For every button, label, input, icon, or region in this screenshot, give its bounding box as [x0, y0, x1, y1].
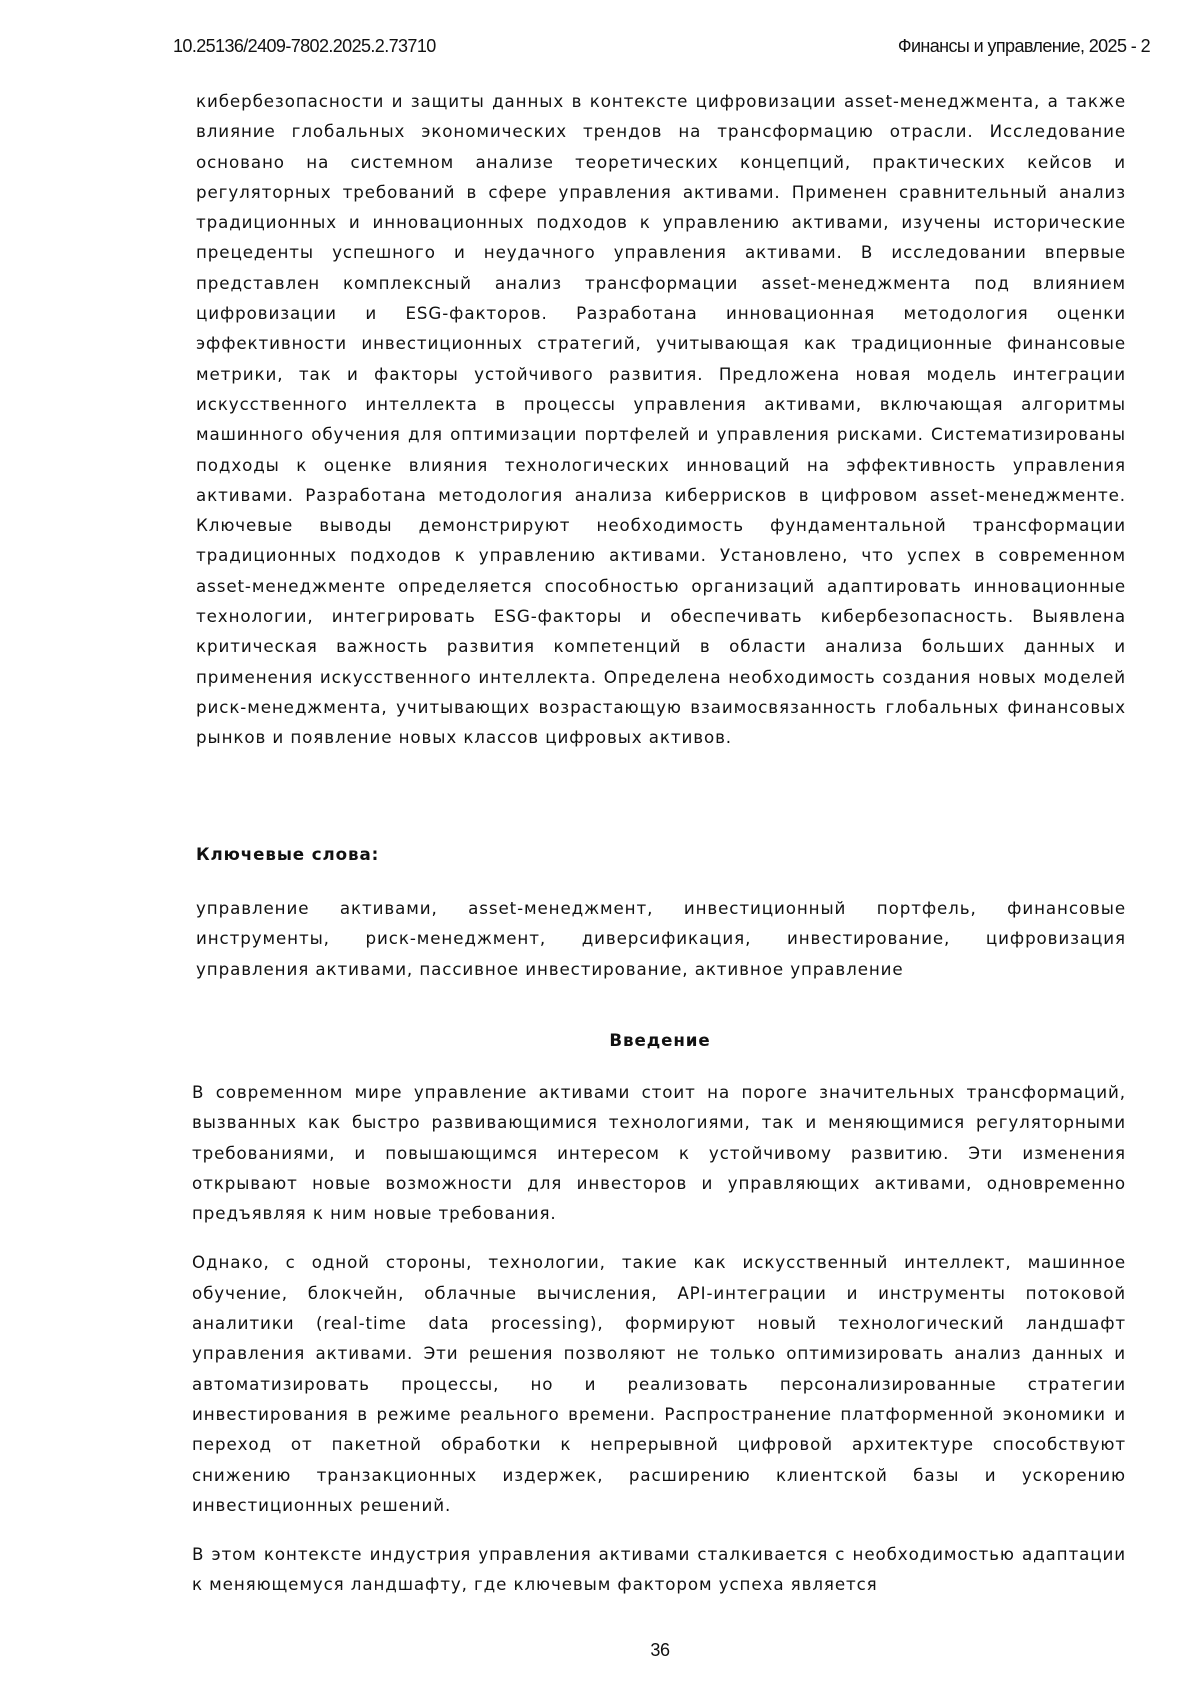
journal-title: Финансы и управление, 2025 - 2 — [897, 36, 1150, 56]
introduction-heading: Введение — [609, 1030, 711, 1050]
doi-link[interactable]: 10.25136/2409-7802.2025.2.73710 — [173, 36, 436, 56]
page-header — [173, 36, 1150, 62]
keywords-list: управление активами, asset-менеджмент, инвестиционный портфель, финансовые инструменты, риск-менеджмент, диверсификация, инвестирование, цифровизация управления активами, пассивное инвестирование, активное управление — [196, 898, 1126, 979]
keywords-section — [196, 893, 1126, 984]
page-number: 36 — [650, 1640, 670, 1660]
keywords-heading: Ключевые слова: — [196, 844, 380, 864]
introduction-paragraph-2: Однако, с одной стороны, технологии, такие как искусственный интеллект, машинное обучение, блокчейн, облачные вычисления, API-интеграции и инструменты потоковой аналитики (real-time data processing), формируют новый технологический ландшафт управления активами. Эти решения позволяют не только оптимизировать анализ данных и автоматизировать процессы, но и реализовать персонализированные стратегии инвестирования в режиме реального времени. Распространение платформенной экономики и переход от пакетной обработки к непрерывной цифровой архитектуре способствуют снижению транзакционных издержек, расширению клиентской базы и ускорению инвестиционных решений. — [192, 1252, 1126, 1515]
introduction-paragraph-1: В современном мире управление активами стоит на пороге значительных трансформаций, вызванных как быстро развивающимися технологиями, так и меняющимися регуляторными требованиями, и повышающимся интересом к устойчивому развитию. Эти изменения открывают новые возможности для инвесторов и управляющих активами, одновременно предъявляя к ним новые требования. — [192, 1082, 1126, 1224]
introduction-section — [192, 1077, 1126, 1619]
abstract-paragraph: кибербезопасности и защиты данных в контексте цифровизации asset-менеджмента, а также влияние глобальных экономических трендов на трансформацию отрасли. Исследование основано на системном анализе теоретических концепций, практических кейсов и регуляторных требований в сфере управления активами. Применен сравнительный анализ традиционных и инновационных подходов к управлению активами, изучены исторические прецеденты успешного и неудачного управления активами. В исследовании впервые представлен комплексный анализ трансформации asset-менеджмента под влиянием цифровизации и ESG-факторов. Разработана инновационная методология оценки эффективности инвестиционных стратегий, учитывающая как традиционные финансовые метрики, так и факторы устойчивого развития. Предложена новая модель интеграции искусственного интеллекта в процессы управления активами, включающая алгоритмы машинного обучения для оптимизации портфелей и управления рисками. Систематизированы подходы к оценке влияния технологических инноваций на эффективность управления активами. Разработана методология анализа киберрисков в цифровом asset-менеджменте. Ключевые выводы демонстрируют необходимость фундаментальной трансформации традиционных подходов к управлению активами. Установлено, что успех в современном asset-менеджменте определяется способностью организаций адаптировать инновационные технологии, интегрировать ESG-факторы и обеспечивать кибербезопасность. Выявлена критическая важность развития компетенций в области анализа больших данных и применения искусственного интеллекта. Определена необходимость создания новых моделей риск-менеджмента, учитывающих возрастающую взаимосвязанность глобальных финансовых рынков и появление новых классов цифровых активов. — [196, 91, 1126, 748]
introduction-paragraph-3: В этом контексте индустрия управления активами сталкивается с необходимостью адаптации к меняющемуся ландшафту, где ключевым фактором успеха является — [192, 1544, 1126, 1595]
abstract-section — [196, 86, 1126, 753]
